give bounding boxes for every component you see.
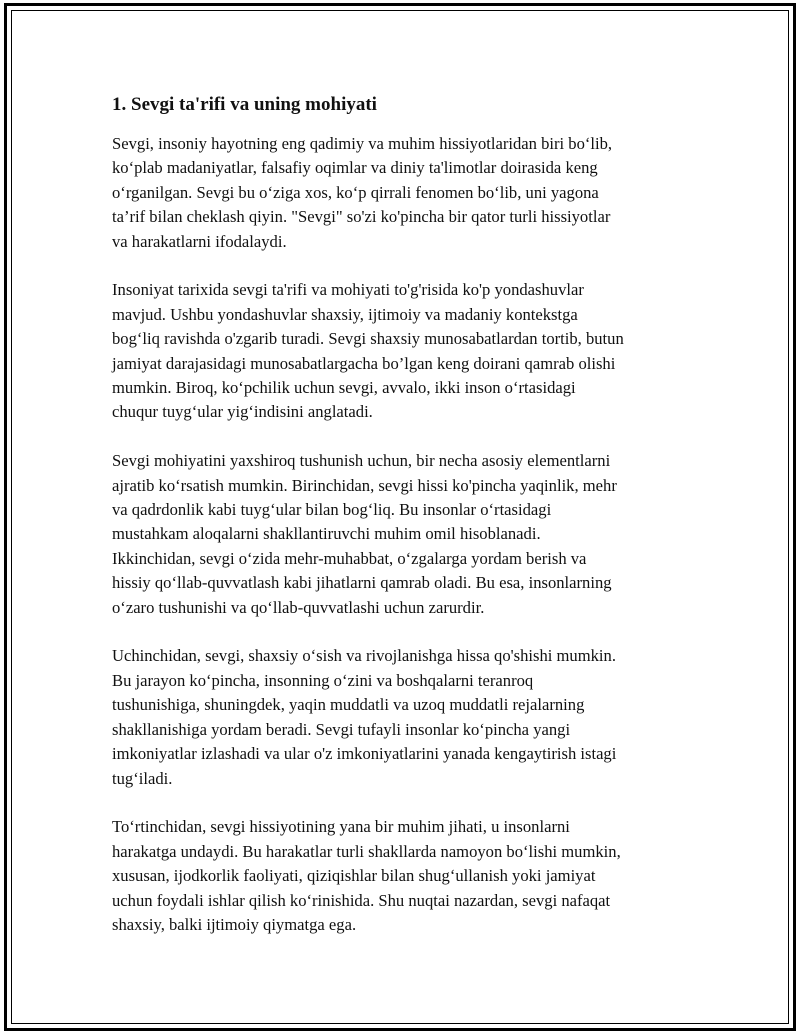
paragraph-1: Sevgi, insoniy hayotning eng qadimiy va muhim hissiyotlaridan biri bo‘lib, ko‘plab madaniyatlar, falsafiy oqimlar va diniy ta'limotlar doirasida keng o‘rganilgan. Sevgi bu o‘ziga xos, ko‘p qirrali fenomen bo‘lib, uni yagona ta’rif bilan cheklash qiyin. "Sevgi" so'zi ko'pincha bir qator turli hissiyotlar va harakatlarni ifodalaydi. <box>112 134 613 251</box>
document-body <box>112 92 692 962</box>
paragraph-5: To‘rtinchidan, sevgi hissiyotining yana bir muhim jihati, u insonlarni harakatga undaydi. Bu harakatlar turli shakllarda namoyon bo‘lishi mumkin, xususan, ijodkorlik faoliyati, qiziqishlar bilan shug‘ullanish yoki jamiyat uchun foydali ishlar qilish ko‘rinishida. Shu nuqtai nazardan, sevgi nafaqat shaxsiy, balki ijtimoiy qiymatga ega. <box>112 817 621 934</box>
paragraph-4: Uchinchidan, sevgi, shaxsiy o‘sish va rivojlanishga hissa qo'shishi mumkin. Bu jarayon ko‘pincha, insonning o‘zini va boshqalarni teranroq tushunishiga, shuningdek, yaqin muddatli va uzoq muddatli rejalarning shakllanishiga yordam beradi. Sevgi tufayli insonlar ko‘pincha yangi imkoniyatlar izlashadi va ular o'z imkoniyatlarini yanada kengaytirish istagi tug‘iladi. <box>112 646 617 788</box>
paragraph-2: Insoniyat tarixida sevgi ta'rifi va mohiyati to'g'risida ko'p yondashuvlar mavjud. Ushbu yondashuvlar shaxsiy, ijtimoiy va madaniy kontekstga bog‘liq ravishda o'zgarib turadi. Sevgi shaxsiy munosabatlardan tortib, butun jamiyat darajasidagi munosabatlargacha bo’lgan keng doirani qamrab olishi mumkin. Biroq, ko‘pchilik uchun sevgi, avvalo, ikki inson o‘rtasidagi chuqur tuyg‘ular yig‘indisini anglatadi. <box>112 280 624 422</box>
paragraph-3: Sevgi mohiyatini yaxshiroq tushunish uchun, bir necha asosiy elementlarni ajratib ko‘rsatish mumkin. Birinchidan, sevgi hissi ko'pincha yaqinlik, mehr va qadrdonlik kabi tuyg‘ular bilan bog‘liq. Bu insonlar o‘rtasidagi mustahkam aloqalarni shakllantiruvchi muhim omil hisoblanadi. Ikkinchidan, sevgi o‘zida mehr-muhabbat, o‘zgalarga yordam berish va hissiy qo‘llab-quvvatlash kabi jihatlarni qamrab oladi. Bu esa, insonlarning o‘zaro tushunishi va qo‘llab-quvvatlashi uchun zarurdir. <box>112 451 617 617</box>
section-heading: 1. Sevgi ta'rifi va uning mohiyati <box>112 94 377 115</box>
